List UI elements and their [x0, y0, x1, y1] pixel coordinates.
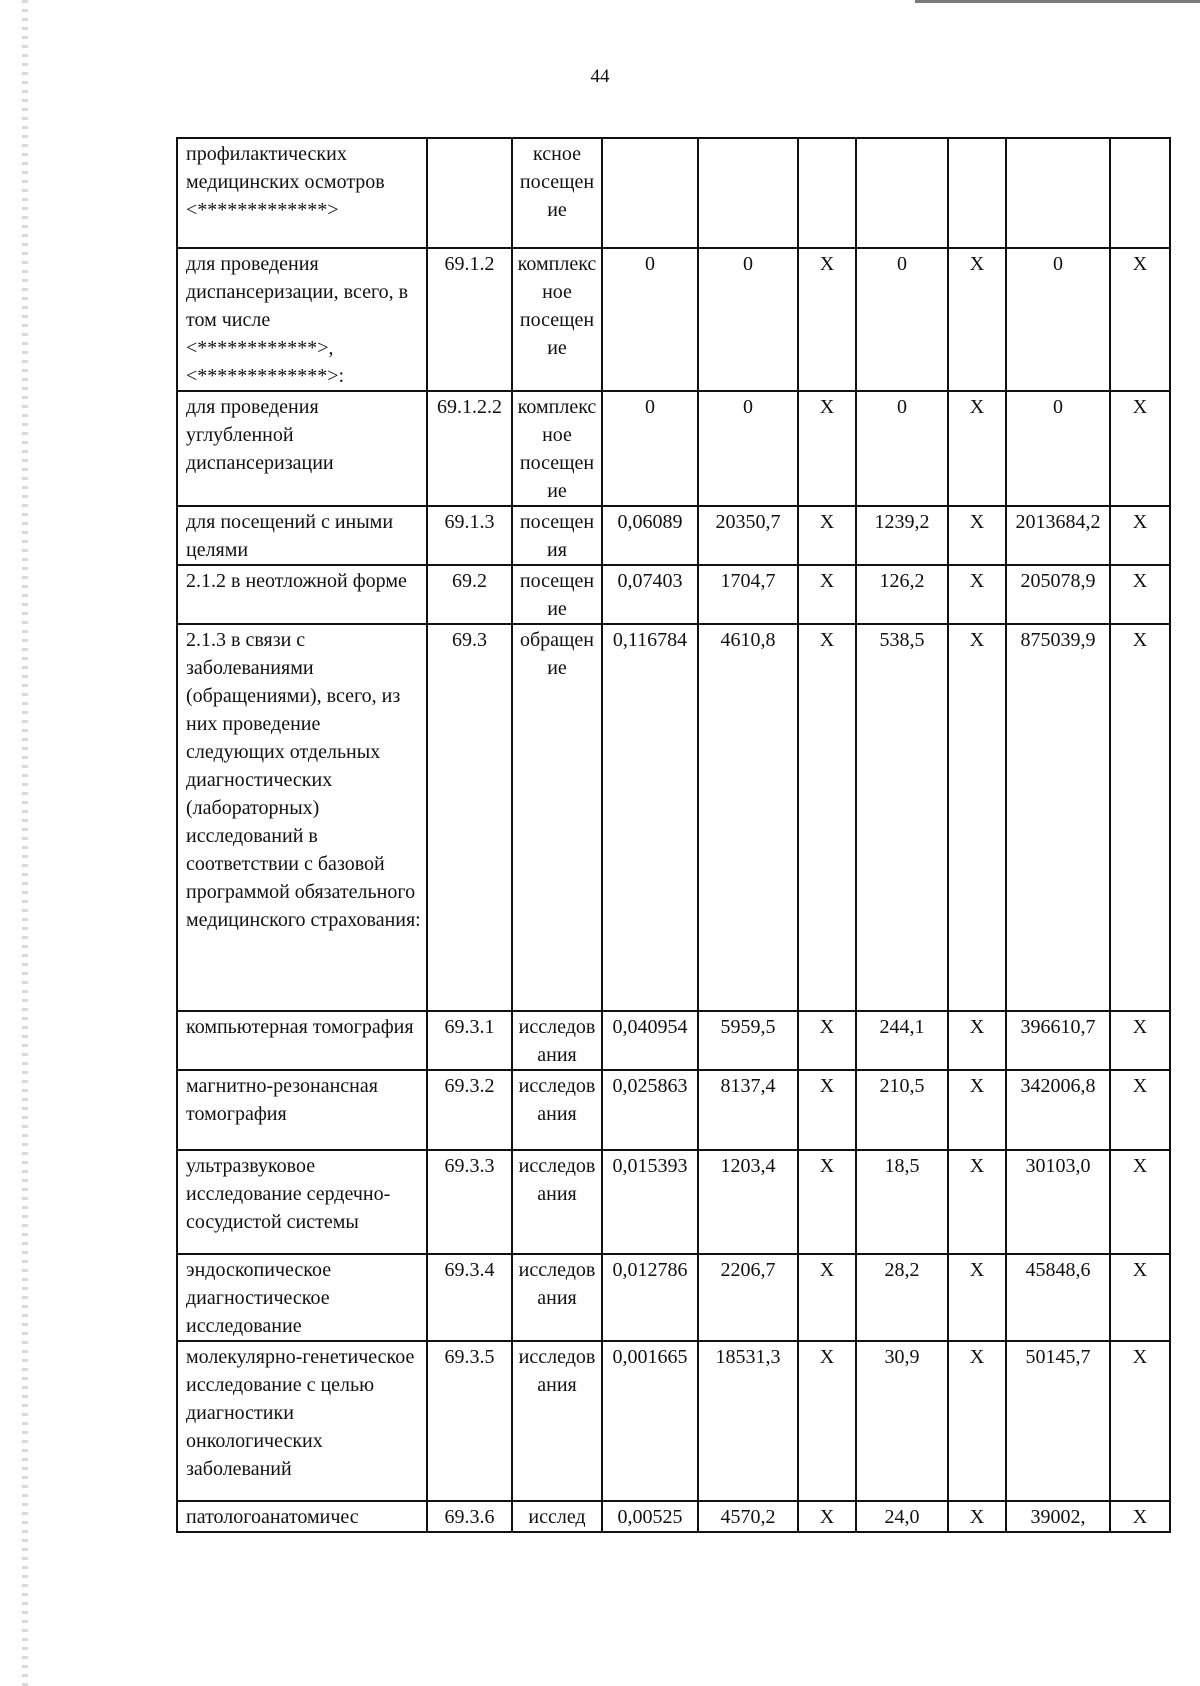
- value-4-cell: 126,2: [856, 565, 948, 624]
- row-code-cell: 69.1.3: [427, 506, 512, 565]
- value-6-cell: 396610,7: [1006, 1011, 1110, 1070]
- table-row: [177, 1070, 1170, 1150]
- value-7-cell: X: [1110, 1070, 1170, 1150]
- row-unit-cell: исследования: [512, 1011, 602, 1070]
- value-4-cell: 1239,2: [856, 506, 948, 565]
- value-3-cell: X: [798, 624, 856, 1011]
- scan-edge: [22, 0, 28, 1686]
- row-name-cell: магнитно-резонансная томография: [177, 1070, 427, 1150]
- value-2-cell: 5959,5: [698, 1011, 798, 1070]
- table-row: [177, 1254, 1170, 1341]
- value-2-cell: 1704,7: [698, 565, 798, 624]
- table-row: [177, 138, 1170, 248]
- value-1-cell: 0,015393: [602, 1150, 698, 1254]
- row-name-cell: эндоскопическое диагностическое исследование: [177, 1254, 427, 1341]
- value-4-cell: [856, 138, 948, 248]
- table-row: [177, 1011, 1170, 1070]
- row-unit-cell: посещение: [512, 565, 602, 624]
- row-code-cell: 69.2: [427, 565, 512, 624]
- row-code-cell: 69.3.2: [427, 1070, 512, 1150]
- value-2-cell: 0: [698, 248, 798, 391]
- table-row: [177, 506, 1170, 565]
- row-code-cell: 69.3.1: [427, 1011, 512, 1070]
- value-5-cell: X: [948, 1341, 1006, 1501]
- value-7-cell: X: [1110, 624, 1170, 1011]
- data-table: [176, 137, 1171, 1533]
- value-6-cell: 205078,9: [1006, 565, 1110, 624]
- row-name-cell: ультразвуковое исследование сердечно-сосудистой системы: [177, 1150, 427, 1254]
- value-5-cell: X: [948, 1254, 1006, 1341]
- value-1-cell: 0,025863: [602, 1070, 698, 1150]
- table-row: [177, 1341, 1170, 1501]
- value-1-cell: 0,07403: [602, 565, 698, 624]
- value-7-cell: X: [1110, 1341, 1170, 1501]
- row-unit-cell: ксное посещение: [512, 138, 602, 248]
- value-7-cell: [1110, 138, 1170, 248]
- value-1-cell: 0: [602, 391, 698, 506]
- table-row: [177, 565, 1170, 624]
- value-2-cell: 4570,2: [698, 1501, 798, 1532]
- value-6-cell: 2013684,2: [1006, 506, 1110, 565]
- row-code-cell: 69.1.2.2: [427, 391, 512, 506]
- value-2-cell: [698, 138, 798, 248]
- row-code-cell: 69.1.2: [427, 248, 512, 391]
- value-6-cell: 45848,6: [1006, 1254, 1110, 1341]
- value-5-cell: X: [948, 1150, 1006, 1254]
- value-2-cell: 2206,7: [698, 1254, 798, 1341]
- table-row: [177, 624, 1170, 1011]
- value-4-cell: 244,1: [856, 1011, 948, 1070]
- row-code-cell: 69.3.6: [427, 1501, 512, 1532]
- row-code-cell: 69.3.3: [427, 1150, 512, 1254]
- value-3-cell: [798, 138, 856, 248]
- value-3-cell: X: [798, 1150, 856, 1254]
- row-unit-cell: исследования: [512, 1254, 602, 1341]
- value-1-cell: 0,06089: [602, 506, 698, 565]
- value-3-cell: X: [798, 248, 856, 391]
- row-unit-cell: исследования: [512, 1150, 602, 1254]
- value-4-cell: 0: [856, 391, 948, 506]
- value-6-cell: 50145,7: [1006, 1341, 1110, 1501]
- value-5-cell: X: [948, 248, 1006, 391]
- row-name-cell: 2.1.3 в связи с заболеваниями (обращениями), всего, из них проведение следующих отдельных диагностических (лабораторных) исследований в соответствии с базовой программой обязательного медицинского страхования:: [177, 624, 427, 1011]
- value-4-cell: 0: [856, 248, 948, 391]
- value-7-cell: X: [1110, 1011, 1170, 1070]
- value-7-cell: X: [1110, 565, 1170, 624]
- row-name-cell: патологоанатомичес: [177, 1501, 427, 1532]
- value-5-cell: X: [948, 565, 1006, 624]
- value-1-cell: 0,001665: [602, 1341, 698, 1501]
- value-1-cell: [602, 138, 698, 248]
- value-6-cell: 39002,: [1006, 1501, 1110, 1532]
- value-2-cell: 4610,8: [698, 624, 798, 1011]
- value-2-cell: 1203,4: [698, 1150, 798, 1254]
- value-4-cell: 30,9: [856, 1341, 948, 1501]
- row-code-cell: 69.3: [427, 624, 512, 1011]
- value-2-cell: 0: [698, 391, 798, 506]
- value-3-cell: X: [798, 565, 856, 624]
- row-unit-cell: обращение: [512, 624, 602, 1011]
- value-7-cell: X: [1110, 506, 1170, 565]
- row-name-cell: для проведения диспансеризации, всего, в том числе <************>, <*************>:: [177, 248, 427, 391]
- row-code-cell: 69.3.4: [427, 1254, 512, 1341]
- page-number: 44: [590, 66, 610, 87]
- scan-top-line: [915, 0, 1200, 3]
- value-5-cell: X: [948, 1501, 1006, 1532]
- value-7-cell: X: [1110, 248, 1170, 391]
- row-unit-cell: исследования: [512, 1070, 602, 1150]
- value-6-cell: 30103,0: [1006, 1150, 1110, 1254]
- row-unit-cell: исследования: [512, 1341, 602, 1501]
- value-1-cell: 0: [602, 248, 698, 391]
- row-name-cell: 2.1.2 в неотложной форме: [177, 565, 427, 624]
- value-5-cell: X: [948, 1070, 1006, 1150]
- value-7-cell: X: [1110, 1254, 1170, 1341]
- value-2-cell: 8137,4: [698, 1070, 798, 1150]
- value-5-cell: X: [948, 1011, 1006, 1070]
- value-3-cell: X: [798, 1070, 856, 1150]
- row-name-cell: компьютерная томография: [177, 1011, 427, 1070]
- value-6-cell: 0: [1006, 248, 1110, 391]
- table-body: [177, 138, 1170, 1532]
- row-unit-cell: исслед: [512, 1501, 602, 1532]
- value-6-cell: 342006,8: [1006, 1070, 1110, 1150]
- row-unit-cell: комплексное посещение: [512, 248, 602, 391]
- value-6-cell: [1006, 138, 1110, 248]
- row-code-cell: [427, 138, 512, 248]
- row-unit-cell: посещения: [512, 506, 602, 565]
- value-4-cell: 24,0: [856, 1501, 948, 1532]
- row-code-cell: 69.3.5: [427, 1341, 512, 1501]
- value-1-cell: 0,00525: [602, 1501, 698, 1532]
- value-3-cell: X: [798, 1501, 856, 1532]
- value-1-cell: 0,012786: [602, 1254, 698, 1341]
- value-4-cell: 538,5: [856, 624, 948, 1011]
- value-7-cell: X: [1110, 1501, 1170, 1532]
- value-4-cell: 28,2: [856, 1254, 948, 1341]
- value-1-cell: 0,040954: [602, 1011, 698, 1070]
- table-row: [177, 248, 1170, 391]
- value-7-cell: X: [1110, 1150, 1170, 1254]
- row-name-cell: для проведения углубленной диспансеризации: [177, 391, 427, 506]
- value-2-cell: 20350,7: [698, 506, 798, 565]
- value-3-cell: X: [798, 1254, 856, 1341]
- table-row: [177, 1150, 1170, 1254]
- value-3-cell: X: [798, 1341, 856, 1501]
- value-5-cell: X: [948, 506, 1006, 565]
- row-name-cell: для посещений с иными целями: [177, 506, 427, 565]
- row-name-cell: профилактических медицинских осмотров <*************>: [177, 138, 427, 248]
- value-5-cell: X: [948, 391, 1006, 506]
- value-6-cell: 0: [1006, 391, 1110, 506]
- value-6-cell: 875039,9: [1006, 624, 1110, 1011]
- value-1-cell: 0,116784: [602, 624, 698, 1011]
- table-row: [177, 391, 1170, 506]
- value-5-cell: [948, 138, 1006, 248]
- value-3-cell: X: [798, 391, 856, 506]
- value-4-cell: 210,5: [856, 1070, 948, 1150]
- value-3-cell: X: [798, 1011, 856, 1070]
- value-7-cell: X: [1110, 391, 1170, 506]
- value-2-cell: 18531,3: [698, 1341, 798, 1501]
- table-row: [177, 1501, 1170, 1532]
- value-5-cell: X: [948, 624, 1006, 1011]
- row-name-cell: молекулярно-генетическое исследование с целью диагностики онкологических заболеваний: [177, 1341, 427, 1501]
- value-3-cell: X: [798, 506, 856, 565]
- value-4-cell: 18,5: [856, 1150, 948, 1254]
- row-unit-cell: комплексное посещение: [512, 391, 602, 506]
